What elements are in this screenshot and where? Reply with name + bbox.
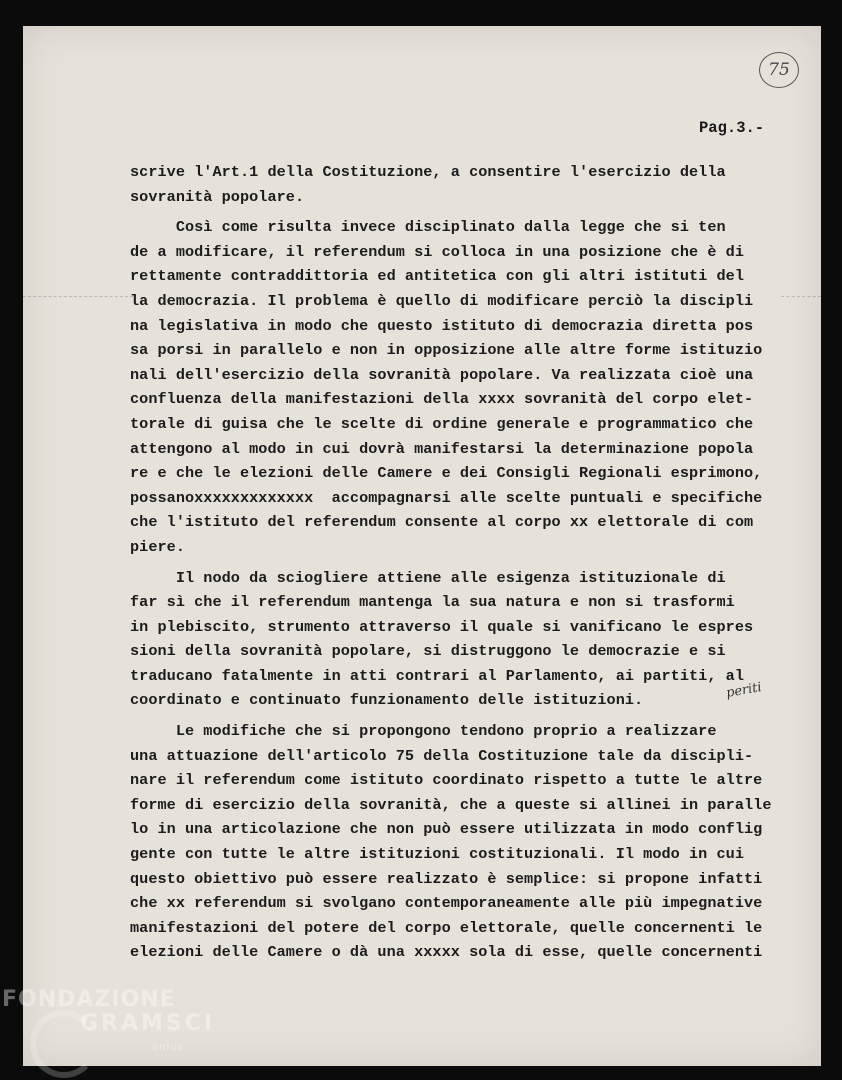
- watermark-line-1: FONDAZIONE: [2, 987, 176, 1012]
- text-line: far sì che il referendum mantenga la sua natura e non si trasformi: [130, 593, 735, 612]
- text-line: che xx referendum si svolgano contemporaneamente alle più impegnative: [130, 894, 763, 913]
- document-page: [23, 26, 821, 1066]
- text-line: torale di guisa che le scelte di ordine generale e programmatico che: [130, 414, 754, 433]
- text-line: forme di esercizio della sovranità, che a queste si allinei in paralle: [130, 795, 772, 814]
- watermark-line-2: GRAMSCI: [80, 1011, 216, 1036]
- text-line: sa porsi in parallelo e non in opposizione alle altre forme istituzio: [130, 341, 763, 360]
- text-line: traducano fatalmente in atti contrari al Parlamento, ai partiti, al: [130, 666, 744, 685]
- page-number: Pag.3.-: [699, 119, 765, 137]
- text-line: la democrazia. Il problema è quello di modificare perciò la discipli: [130, 291, 754, 310]
- fold-mark-left: [23, 296, 133, 297]
- text-line: nali dell'esercizio della sovranità popolare. Va realizzata cioè una: [130, 365, 754, 384]
- text-line: lo in una articolazione che non può essere utilizzata in modo conflig: [130, 820, 763, 839]
- text-line: rettamente contraddittoria ed antitetica con gli altri istituti del: [130, 267, 744, 286]
- archive-number-stamp: [759, 52, 799, 88]
- text-line: gente con tutte le altre istituzioni costituzionali. Il modo in cui: [130, 845, 744, 864]
- watermark-line-3: onlus: [152, 1042, 184, 1053]
- text-line: confluenza della manifestazioni della xxxx sovranità del corpo elet-: [130, 390, 754, 409]
- text-line: piere.: [130, 537, 185, 556]
- text-line: manifestazioni del potere del corpo elettorale, quelle concernenti le: [130, 918, 763, 937]
- text-line: possanoxxxxxxxxxxxxx accompagnarsi alle scelte puntuali e specifiche: [130, 488, 763, 507]
- watermark: [2, 988, 215, 1060]
- text-line: in plebiscito, strumento attraverso il quale si vanificano le espres: [130, 617, 754, 636]
- handwritten-annotation: periti: [724, 680, 763, 701]
- text-line: elezioni delle Camere o dà una xxxxx sola di esse, quelle concernenti: [130, 943, 763, 962]
- text-line: de a modificare, il referendum si colloca in una posizione che è di: [130, 242, 744, 261]
- text-line: una attuazione dell'articolo 75 della Costituzione tale da discipli-: [130, 746, 754, 765]
- text-line: na legislativa in modo che questo istituto di democrazia diretta pos: [130, 316, 754, 335]
- text-line: Così come risulta invece disciplinato dalla legge che si ten: [130, 218, 726, 237]
- text-line: sovranità popolare.: [130, 187, 305, 206]
- text-line: coordinato e continuato funzionamento delle istituzioni.: [130, 691, 644, 710]
- archive-number: 75: [768, 60, 790, 80]
- text-line: Le modifiche che si propongono tendono proprio a realizzare: [130, 722, 717, 741]
- text-line: attengono al modo in cui dovrà manifestarsi la determinazione popola: [130, 439, 754, 458]
- text-line: re e che le elezioni delle Camere e dei Consigli Regionali esprimono,: [130, 464, 763, 483]
- text-line: Il nodo da sciogliere attiene alle esigenza istituzionale di: [130, 568, 726, 587]
- text-line: nare il referendum come istituto coordinato rispetto a tutte le altre: [130, 771, 763, 790]
- text-line: sioni della sovranità popolare, si distruggono le democrazie e si: [130, 642, 726, 661]
- text-line: questo obiettivo può essere realizzato è semplice: si propone infatti: [130, 869, 763, 888]
- text-line: che l'istituto del referendum consente al corpo xx elettorale di com: [130, 513, 754, 532]
- text-line: scrive l'Art.1 della Costituzione, a consentire l'esercizio della: [130, 163, 726, 181]
- body-text: [130, 160, 820, 965]
